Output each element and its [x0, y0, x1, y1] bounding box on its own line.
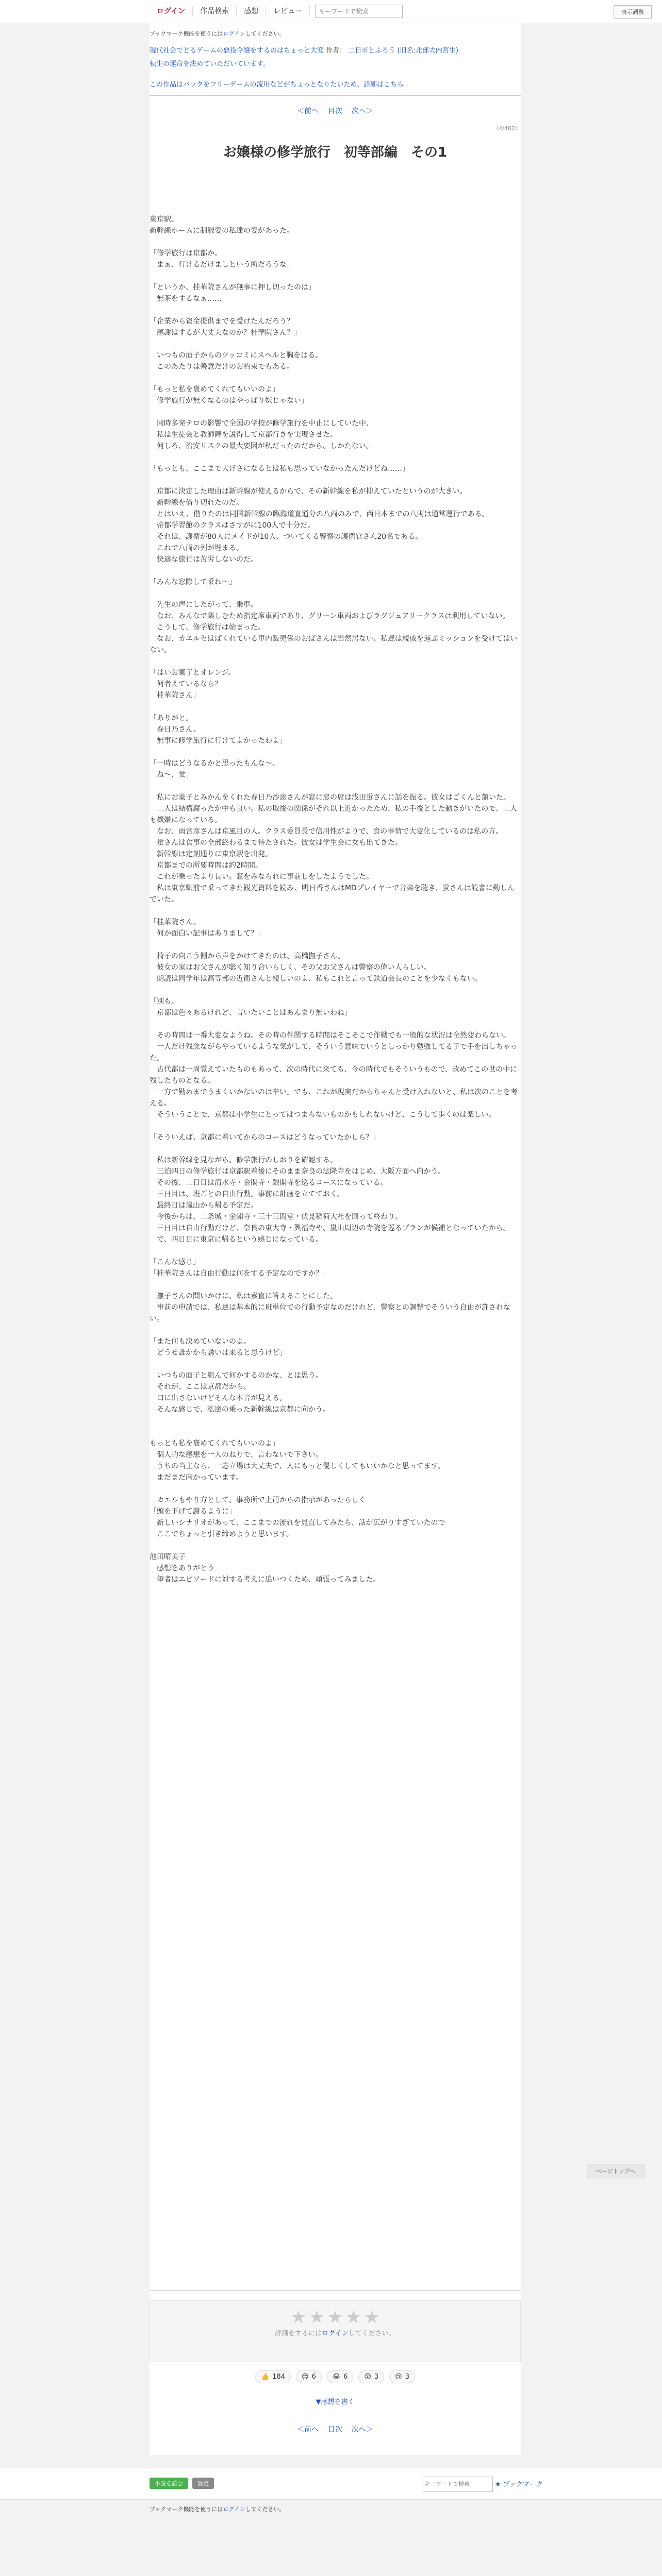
body-line: 帝都学習館のクラスはさすがに100人で十分だ。 [150, 521, 315, 530]
body-line [150, 905, 521, 917]
body-line: 私は新幹線を見ながら、修学旅行のしおりを確認する。 [150, 1156, 337, 1164]
body-line: 私は生徒会と教師陣を説得して京都行きを実現させた。 [150, 431, 337, 439]
body-line: 彼女の家はお父さんが聡く知り合いらしく、その父お父さんは警察の偉い人らしい。 [150, 963, 431, 972]
body-line: 三日目は、班ごとの自由行動。事前に計画を立てておく。 [150, 1190, 344, 1198]
rating-note: 評価をするには [275, 2330, 322, 2337]
thumbs-up-icon: 👍 [260, 2373, 270, 2381]
body-line: 「桂華院さん。 [150, 918, 201, 926]
body-line: 「こんな感じ」 [150, 1258, 200, 1266]
sub-bookmark-note [150, 2505, 521, 2513]
body-line [150, 985, 521, 996]
body-line [150, 701, 521, 713]
chapter-title: お嬢様の修学旅行 初等部編 その1 [223, 145, 448, 160]
body-line: 筆者はエピソードに対する考えに追いつくため、頑張ってみました。 [150, 1575, 380, 1584]
body-line [150, 236, 521, 248]
body-line: その後、二日目は清水寺・金閣寺・銀閣寺を巡るコースになっている。 [150, 1179, 388, 1187]
index-link[interactable]: 目次 [328, 2426, 342, 2434]
body-line [150, 270, 521, 282]
body-line: で、四日目に東京に帰るという感じになっている。 [150, 1235, 323, 1244]
body-line: 今後からは、二条城・金閣寺・三十三間堂・伏見稲荷大社を回って終わり。 [150, 1213, 402, 1221]
body-line: 私にお菓子とみかんをくれた春日乃沙恵さんが窓に窓の席は浅田蛍さんに話を振る。彼女はごくんと頷いた。 [150, 793, 510, 802]
rating-star-1[interactable]: ★ [290, 2307, 307, 2328]
body-line [150, 372, 521, 384]
body-line: 「企業から資金提供までを受けたんだろう？ [150, 317, 294, 326]
bookmark-note: ブックマーク機能を使うには [150, 30, 223, 37]
reaction-count: 6 [311, 2373, 316, 2381]
laugh-icon: 😂 [332, 2373, 341, 2381]
body-line: 快適な旅行は苦労しないのだ。 [150, 555, 258, 564]
body-line: 先生の声にしたがって、乗車。 [150, 601, 258, 609]
body-line: 「というか、桂華院さんが無事に押し切ったのは」 [150, 283, 316, 292]
body-line: 新しいシナリオがあって、ここまでの流れを見直してみたら、話が広がりすぎていたので [150, 1519, 445, 1527]
body-line: なお、カエルセはばくれている車内販売係のおばさんは当然居ない。私達は親戚を運ぶミッションを受けてはいない。 [150, 635, 518, 654]
sub-search-input[interactable] [423, 2477, 493, 2492]
body-line: 二人は結構腐ったか中も良い。私の取後の関係がそれ以上近かったため、私の手後とした動きがいたので、二人も機嫌になっている。 [150, 805, 518, 824]
next-link[interactable]: 次へ＞ [351, 107, 373, 115]
body-line: もっとも私を褒めてくれてもいいのよ」 [150, 1439, 279, 1448]
body-line [150, 1415, 521, 1427]
pager-bottom [150, 2424, 521, 2434]
reaction-surprised[interactable] [358, 2370, 384, 2383]
rating-star-2[interactable]: ★ [309, 2307, 325, 2328]
body-line: 一人だけ残念ながらやっているような気がして、そういう意味でいうとしっかり勉強してる子で手を出しちゃった。 [150, 1043, 518, 1062]
body-line: 「別も。 [150, 997, 178, 1006]
body-line: ね〜、蛍」 [150, 771, 193, 779]
body-line: そういうことで、京都は小学生にとってはつまらないものかもしれないけど、こうして歩くのは楽しい。 [150, 1111, 496, 1119]
work-intro[interactable]: この作品はバックをフリーゲームの流用などがちょっとなりたいため、詳細はこちら [150, 81, 404, 89]
body-line: なお、みんなで楽しむため指定席車両であり、グリーン車両およびラグジュアリークラスは利用していない。 [150, 612, 510, 620]
body-line: これで八両の列が埋まる。 [150, 544, 243, 552]
index-link[interactable]: 目次 [328, 107, 342, 115]
body-line [150, 1019, 521, 1030]
body-line: 新幹線を借り切れたのだ。 [150, 499, 243, 507]
divider [150, 2290, 521, 2291]
divider [150, 95, 521, 96]
reaction-count: 6 [343, 2373, 348, 2381]
body-line: 京都は色々あるけれど、言いたいことはあんまり無いわね」 [150, 1009, 352, 1017]
body-line: うちの当主なら、一応立場は大丈夫で、人にもっと優しくしてもいいかなと思ってます。 [150, 1462, 445, 1470]
reaction-laugh[interactable] [327, 2370, 353, 2383]
body-line: 「もっと私を褒めてくれてもいいのよ」 [150, 385, 279, 394]
prev-link[interactable]: ＜前へ [297, 2426, 319, 2434]
pager-bottom-area [150, 2409, 521, 2455]
body-line: 京都に決定した理由は新幹線が使えるからで、その新幹線を私が抑えていたというのが大きい。 [150, 487, 467, 496]
header-nav [150, 0, 403, 23]
rating-star-5[interactable]: ★ [363, 2307, 380, 2328]
body-line: 桂華院さん」 [150, 691, 200, 700]
rating-area [150, 2089, 521, 2409]
chapter-number: （4/462） [493, 125, 521, 132]
bookmark-note-tail: してください。 [245, 30, 285, 37]
settings-tab[interactable]: 設定 [192, 2478, 214, 2489]
body-line: 「ありがと。 [150, 714, 193, 722]
body-line: まだまだ向かっています。 [150, 1473, 243, 1482]
sub-bookmark-note-text: ブックマーク機能を使うには [150, 2506, 223, 2513]
body-line [150, 1121, 521, 1132]
body-line: 朗読は同学年は高等部の近衛さんと親しいのよ、私もこれと言って鉄道会長のことを少なくもない。 [150, 975, 482, 983]
body-line: 三日目は自由行動だけど、奈良の東大寺・興福寺や、嵐山周辺の寺院を巡るプランが候補となっていたから。 [150, 1224, 510, 1232]
prev-link[interactable]: ＜前へ [297, 107, 319, 115]
body-text [150, 214, 521, 1585]
body-line: 「もっとも、ここまで大げさになるとは私も思っていなかったんだけどね……」 [150, 465, 409, 473]
body-line [150, 939, 521, 951]
nav-reviews[interactable]: レビュー [266, 6, 310, 16]
body-line: 「はいお菓子とオレンジ。 [150, 669, 236, 677]
body-line: いつもの面子と組んで何かするのかな、とは思う。 [150, 1371, 323, 1380]
body-line: 「そういえば、京都に着いてからのコースはどうなっていたかしら？」 [150, 1133, 380, 1142]
author-label: 作者： [326, 47, 346, 55]
body-line: 東京駅。 [150, 215, 178, 224]
body-line: 何か面白い記事はありまして？」 [150, 929, 265, 938]
body-line [150, 656, 521, 667]
nav-impressions[interactable]: 感想 [237, 6, 266, 16]
rating-star-3[interactable]: ★ [327, 2307, 343, 2328]
body-line: 蛍さんは食事の全部終わるまで待たされた。彼女は学生会に女も出てきた。 [150, 839, 402, 847]
body-line: 「みんな窓際して乗れ〜」 [150, 578, 236, 586]
page-top-button[interactable]: ページトップへ [587, 2164, 644, 2178]
reaction-count: 3 [374, 2373, 379, 2381]
body-line: 何者えているなら？ [150, 680, 222, 688]
reaction-smile[interactable] [296, 2370, 322, 2383]
body-line [150, 588, 521, 599]
body-line: 「一時はどうなるかと思ったもんな〜。 [150, 759, 279, 768]
body-line: 「修学旅行は京都か。 [150, 249, 222, 258]
body-line: その時間は一番大変なようね。その時の件関する時間はそこそこで作戦でも一般的な状況は全然変わらない。 [150, 1031, 510, 1040]
nav-login[interactable]: ログイン [150, 6, 193, 16]
reaction-thumbs-up[interactable] [255, 2370, 291, 2383]
body-line: 感想をありがとう [150, 1564, 214, 1572]
sad-icon: 😢 [395, 2373, 402, 2381]
body-line [150, 452, 521, 463]
body-line [150, 338, 521, 350]
work-info [150, 23, 521, 209]
body-line [150, 1427, 521, 1438]
nav-search[interactable]: 作品検索 [193, 6, 237, 16]
reaction-count: 184 [272, 2373, 285, 2381]
body-line [150, 304, 521, 316]
bookmark-login-link[interactable]: ログイン [223, 30, 245, 37]
body-line: 同時多発テロの影響で全国の学校が修学旅行を中止にしていた中、 [150, 419, 373, 428]
body-line: 三泊四日の修学旅行は京都駅着後にそのまま奈良の法隆寺をはじめ、大阪方面へ向かう。 [150, 1167, 445, 1176]
body-line: 椅子の向こう側から声をかけてきたのは、高橋撫子さん。 [150, 952, 345, 960]
surprised-icon: 😲 [364, 2373, 371, 2381]
bookmark-button[interactable]: ★ ブックマーク [495, 2481, 543, 2488]
body-line [150, 1325, 521, 1336]
body-line: まぁ、行けるだけましという所だろうな」 [150, 261, 294, 269]
reaction-count: 3 [405, 2373, 410, 2381]
body-line [150, 565, 521, 577]
body-line [150, 406, 521, 418]
work-notice: 転生の運命を決めていただいています。 [150, 60, 270, 68]
body-line: なお、雨宮彦さんは京風目の人。クラス委員長で信用性がよりで、食の事情で大変化しているのは私の方。 [150, 827, 503, 836]
body-line: 最終日は嵐山から帰る予定だ。 [150, 1201, 258, 1210]
sub-bookmark-note-tail: してください。 [245, 2506, 285, 2513]
body-line: 「頭を下げて謝るように」 [150, 1507, 236, 1516]
body-line: 事前の申請では、私達は基本的に班単位での行動予定なのだけれど、警察との調整でそういう自由が許されない。 [150, 1303, 510, 1323]
body-line: 個人的な感想を一人のねりで、言わないで下さい。 [150, 1451, 323, 1459]
body-line: 春日乃さん。 [150, 725, 201, 734]
show-menu-button[interactable]: 表示調整 [614, 5, 652, 19]
body-line [150, 1483, 521, 1495]
body-line: いつもの面子からのツッコミにスヘルと胸をはる。 [150, 351, 323, 360]
header-search-input[interactable] [315, 5, 403, 18]
body-line: 無茶をするなぁ……」 [150, 295, 229, 303]
body-line: このあたりは善意だけのお約束でもある。 [150, 363, 294, 371]
body-line [150, 747, 521, 758]
body-line: カエルもやり方として、事務所で上司からの指示があったらしく [150, 1496, 366, 1504]
sub-bookmark-login-link[interactable]: ログイン [223, 2506, 245, 2513]
rating-box [150, 2300, 521, 2362]
body-line [150, 1143, 521, 1155]
body-line: こうして、修学旅行は始まった。 [150, 623, 265, 632]
body-line [150, 781, 521, 792]
body-line: 新幹線は定刻通りに東京駅を出発。 [150, 850, 272, 858]
reaction-sad[interactable] [389, 2370, 415, 2383]
body-line: 一方で勤めまでうまくいかないのは辛い。でも、これが現実だからちゃんと受け入れないと、私は次のことを考える。 [150, 1088, 518, 1108]
body-line: 口に出さないけどそんな本音が見える。 [150, 1394, 287, 1402]
body-line: 私は東京駅前で乗ってきた観光資料を読み、明日香さんはMDプレイヤーで音楽を聴き、蛍さんは読書に勤しんでいた。 [150, 884, 515, 904]
pager-top [150, 106, 521, 116]
body-line: そんな感じで、私達の乗った新幹線は京都に向かう。 [150, 1405, 330, 1414]
body-line [150, 1245, 521, 1257]
author-link[interactable]: 二日市とふろう [348, 47, 395, 55]
body-line: それが、ここは京都だから。 [150, 1383, 251, 1391]
novel-read-tab[interactable]: 小説を読む [150, 2478, 188, 2489]
body-line: 「また何も決めていないのよ。 [150, 1337, 251, 1346]
rating-star-4[interactable]: ★ [345, 2307, 361, 2328]
body-line: どうせ誰かから誘いは来ると思うけど」 [150, 1349, 287, 1357]
body-line: 京都までの所要時間は約2時間。 [150, 861, 262, 870]
body-line: 「桂華院さんは自由行動は何をする予定なのですか？」 [150, 1269, 330, 1278]
body-line: 撫子さんの問いかけに、私は素直に答えることにした。 [150, 1292, 337, 1300]
body-line: 新幹線ホームに制服姿の私達の姿があった。 [150, 227, 294, 235]
smile-icon: 😊 [302, 2373, 309, 2381]
body-line: それは、護衛が80人にメイドが10人、ついてくる警察の護衛官さん20名である。 [150, 533, 423, 541]
chapter-body [150, 209, 521, 2089]
body-line: 修学旅行が無くなるのはやっぱり嫌じゃない」 [150, 397, 308, 405]
body-line: これが乗ったより長い。窓をみなられに事前しをしたようでした。 [150, 873, 373, 881]
body-line [150, 474, 521, 486]
site-header [0, 0, 662, 23]
reaction-bar [150, 2370, 521, 2383]
body-line: 感謝はするが大丈夫なのか？桂華院さん？」 [150, 329, 301, 337]
rating-note-tail: してください。 [348, 2330, 395, 2337]
write-impression-link[interactable]: ▼感想を書く [316, 2398, 355, 2406]
next-link[interactable]: 次へ＞ [351, 2426, 373, 2434]
body-line [150, 1279, 521, 1291]
sub-bar [0, 2468, 662, 2500]
body-line: 池田晴美子 [150, 1553, 186, 1561]
body-line: ここでちょっと引き締めようと思います。 [150, 1530, 293, 1538]
body-line: とはいえ、借りたのは同国新幹線の臨海道直通分の八両のみで、西日本までの八両は通常運行である。 [150, 510, 489, 518]
body-line: 古代都は一周覚えていたものもあって、次の時代に来ても、今の時代でもそういうもので、改めてこの世の中に残したものとなる。 [150, 1065, 518, 1085]
body-line [150, 1359, 521, 1370]
body-line: 何しろ、治安リスクの最大要因が私だったのだから、しかたない。 [150, 442, 373, 450]
author-note: (旧名:北部大内宮生) [397, 47, 458, 55]
rating-login-link[interactable]: ログイン [322, 2330, 349, 2337]
work-title-link[interactable]: 現代社会でどるゲームの悪役令嬢をするのはちょっと大変 [150, 47, 324, 55]
body-line: 無事に修学旅行に行けてよかったわよ」 [150, 737, 287, 745]
write-impression-toggle[interactable] [150, 2396, 521, 2406]
body-line [150, 1540, 521, 1551]
